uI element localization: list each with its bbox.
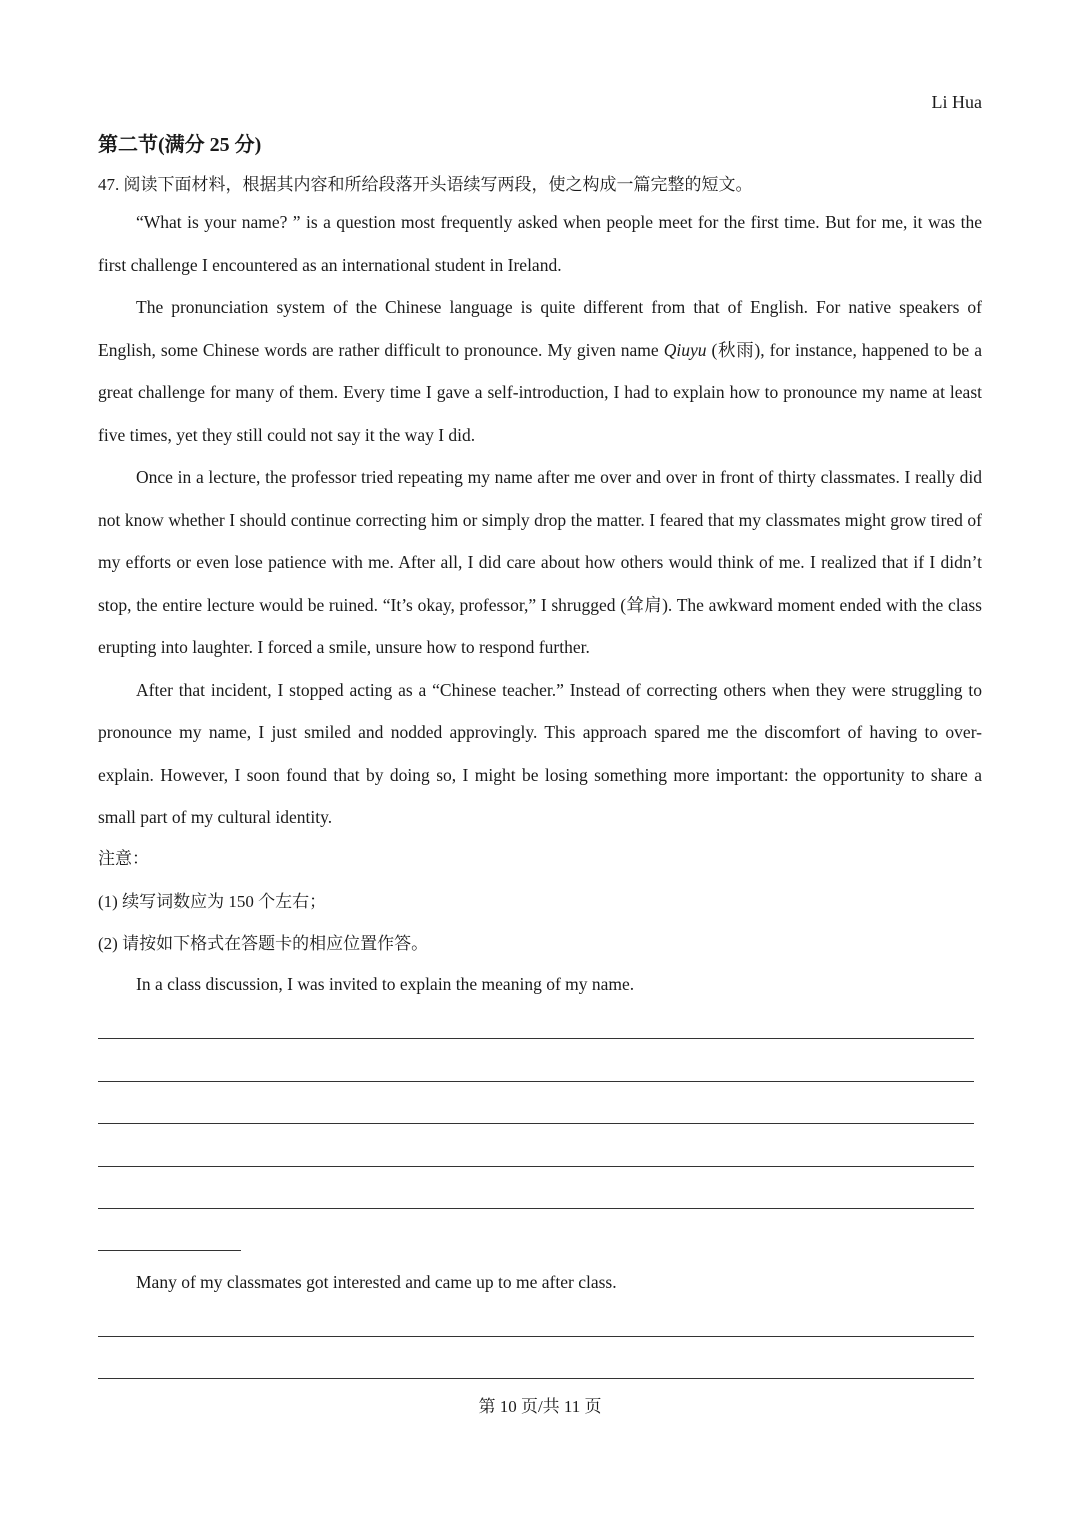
page-number: 第 10 页/共 11 页 <box>478 1397 602 1416</box>
note-item-2: (2) 请按如下格式在答题卡的相应位置作答。 <box>98 934 429 953</box>
answer-line[interactable] <box>98 1123 974 1124</box>
answer-line[interactable] <box>98 1208 974 1209</box>
paragraph-starter-1: In a class discussion, I was invited to explain the meaning of my name. <box>136 974 635 994</box>
question-instruction: 47. 阅读下面材料，根据其内容和所给段落开头语续写两段，使之构成一篇完整的短文。 <box>98 175 753 194</box>
signature: Li Hua <box>931 92 982 112</box>
answer-line[interactable] <box>98 1081 974 1082</box>
answer-line[interactable] <box>98 1336 974 1337</box>
given-name: Qiuyu <box>663 339 707 360</box>
notes-section <box>98 838 428 966</box>
note-item-1: (1) 续写词数应为 150 个左右； <box>98 891 327 911</box>
section-title: 第二节(满分 25 分) <box>98 134 262 156</box>
paragraph-starter-2: Many of my classmates got interested and came up to me after class. <box>136 1272 617 1292</box>
answer-line[interactable] <box>98 1378 974 1379</box>
reading-passage <box>98 201 982 839</box>
notes-heading: 注意： <box>98 849 149 868</box>
passage-paragraph-1: “What is your name? ” is a question most frequently asked when people meet for the first time. But for me, it was the first challenge I encountered as an international student in Ireland. <box>98 212 982 275</box>
passage-paragraph-4: After that incident, I stopped acting as a “Chinese teacher.” Instead of correcting others when they were struggling to pronounce my name, I just smiled and nodded approvingly. This approach spared me the discomfort of having to over-explain. However, I soon found that by doing so, I might be losing something more important: the opportunity to share a small part of my cultural identity. <box>98 679 982 827</box>
passage-paragraph-3: Once in a lecture, the professor tried repeating my name after me over and over in front of thirty classmates. I really did not know whether I should continue correcting him or simply drop the matter. I feared that my classmates might grow tired of my efforts or even lose patience with me. After all, I did care about how others would think of me. I realized that if I didn’t stop, the entire lecture would be ruined. “It’s okay, professor,” I shrugged (耸肩). The awkward moment ended with the class erupting into laughter. I forced a smile, unsure how to respond further. <box>98 467 982 657</box>
answer-line[interactable] <box>98 1166 974 1167</box>
answer-line-short[interactable] <box>98 1250 241 1251</box>
passage-paragraph-2: The pronunciation system of the Chinese language is quite different from that of English. For native speakers of English, some Chinese words are rather difficult to pronounce. My given name Qiuyu (秋雨), for instance, happened to be a great challenge for many of them. Every time I gave a self-introduction, I had to explain how to pronounce my name at least five times, yet they still could not say it the way I did. <box>98 297 982 445</box>
answer-line[interactable] <box>98 1038 974 1039</box>
